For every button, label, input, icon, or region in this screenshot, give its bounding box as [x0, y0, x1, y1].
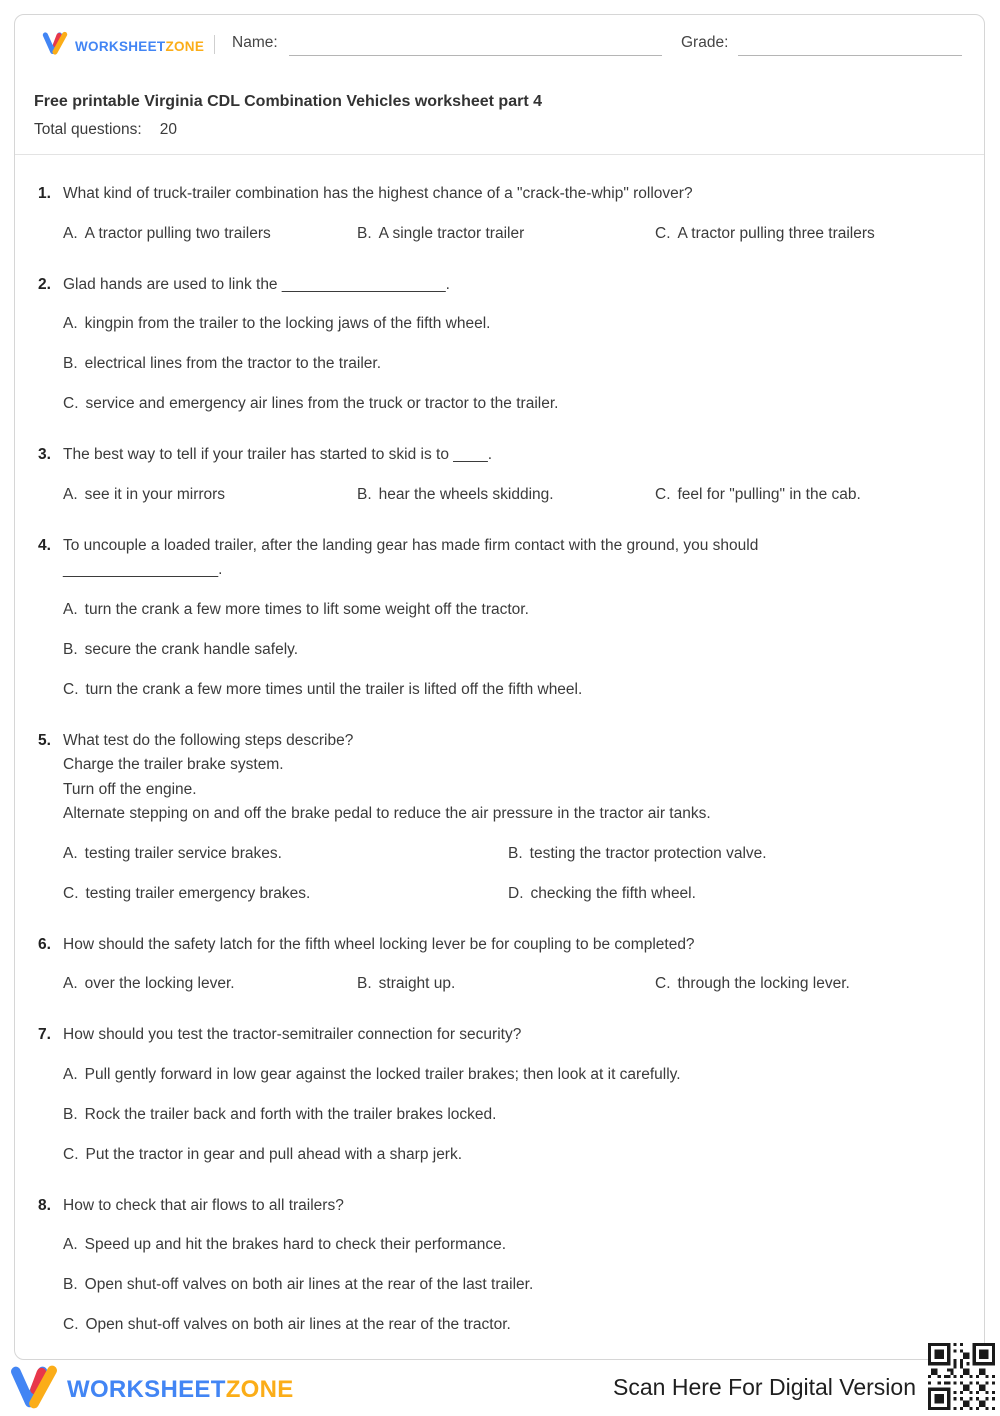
total-questions-label: Total questions:	[34, 121, 142, 138]
worksheet-card	[14, 14, 985, 1360]
option-label: A.	[63, 224, 78, 242]
option-label: C.	[63, 884, 79, 902]
footer-worksheetzone-logo	[8, 1364, 294, 1416]
option-label: A.	[63, 1065, 78, 1083]
option-text: service and emergency air lines from the truck or tractor to the trailer.	[85, 395, 559, 412]
option-label: D.	[508, 884, 524, 902]
option-text: through the locking lever.	[677, 975, 850, 992]
question-3	[38, 443, 954, 506]
card-header	[15, 15, 984, 75]
question-number: 4.	[38, 536, 51, 554]
questions	[15, 155, 984, 1336]
option-text: hear the wheels skidding.	[378, 485, 554, 503]
option-b	[508, 843, 954, 865]
option-text: testing trailer emergency brakes.	[85, 884, 311, 902]
option-a	[63, 223, 357, 245]
question-text-line: How should you test the tractor-semitrailer connection for security?	[63, 1026, 522, 1043]
option-c	[63, 1144, 954, 1166]
question-number: 6.	[38, 935, 51, 953]
option-label: C.	[655, 224, 671, 242]
option-a	[63, 1064, 954, 1086]
option-c	[63, 679, 954, 701]
option-text: turn the crank a few more times to lift some weight off the tractor.	[84, 600, 529, 618]
options	[63, 973, 954, 995]
options	[63, 1234, 954, 1336]
option-b	[357, 484, 655, 506]
options	[63, 484, 954, 506]
option-c	[63, 883, 508, 905]
question-number: 2.	[38, 275, 51, 293]
grade-label: Grade:	[681, 34, 729, 51]
question-text-line: __________________.	[63, 561, 223, 578]
option-text: turn the crank a few more times until the trailer is lifted off the fifth wheel.	[85, 680, 583, 698]
question-4	[38, 534, 954, 701]
option-text: Pull gently forward in low gear against the locked trailer brakes; then look at it carefully.	[84, 1065, 681, 1083]
question-text-line: How should the safety latch for the fifth wheel locking lever be for coupling to be completed?	[63, 935, 695, 953]
option-a	[63, 843, 508, 865]
question-body	[63, 729, 954, 905]
option-text: Speed up and hit the brakes hard to check their performance.	[84, 1236, 506, 1253]
question-body	[63, 1194, 954, 1337]
title-block	[15, 75, 984, 142]
question-body	[63, 273, 954, 416]
option-text: over the locking lever.	[84, 975, 235, 992]
option-text: A tractor pulling three trailers	[677, 224, 875, 242]
question-body	[63, 1023, 954, 1166]
question-text-line: Alternate stepping on and off the brake pedal to reduce the air pressure in the tractor air tanks.	[63, 805, 711, 822]
option-label: C.	[63, 680, 79, 698]
name-label: Name:	[232, 34, 278, 51]
option-b	[357, 223, 655, 245]
option-text: checking the fifth wheel.	[530, 884, 696, 902]
option-text: straight up.	[378, 975, 456, 992]
footer	[0, 1362, 1000, 1414]
option-c	[655, 973, 954, 995]
option-b	[63, 1104, 954, 1126]
question-6	[38, 933, 954, 996]
question-8	[38, 1194, 954, 1337]
page-title: Free printable Virginia CDL Combination Vehicles worksheet part 4	[34, 93, 542, 110]
worksheetzone-logo	[41, 31, 204, 61]
question-body	[63, 443, 954, 506]
question-body	[63, 182, 954, 245]
name-write-line	[289, 55, 662, 56]
qr-code	[928, 1343, 995, 1410]
option-label: B.	[357, 975, 372, 992]
scan-here-text: Scan Here For Digital Version	[613, 1374, 916, 1400]
question-text-line: Turn off the engine.	[63, 780, 197, 798]
option-a	[63, 973, 357, 995]
question-text-line: Charge the trailer brake system.	[63, 756, 284, 773]
option-label: C.	[63, 395, 79, 412]
footer-worksheetzone-logo-icon	[8, 1364, 60, 1416]
option-b	[63, 639, 954, 661]
question-body	[63, 534, 954, 701]
question-number: 8.	[38, 1196, 51, 1214]
option-label: A.	[63, 600, 78, 618]
option-label: B.	[357, 224, 372, 242]
option-label: B.	[63, 1105, 78, 1123]
option-text: kingpin from the trailer to the locking jaws of the fifth wheel.	[84, 315, 491, 332]
option-d	[508, 883, 954, 905]
options	[63, 223, 954, 245]
question-body	[63, 933, 954, 996]
option-a	[63, 484, 357, 506]
option-text: Put the tractor in gear and pull ahead with a sharp jerk.	[85, 1145, 463, 1163]
options	[63, 313, 954, 415]
option-b	[63, 1274, 954, 1296]
option-text: testing trailer service brakes.	[84, 844, 282, 862]
options	[63, 599, 954, 701]
question-text-line: To uncouple a loaded trailer, after the landing gear has made firm contact with the ground, you should	[63, 536, 759, 554]
option-text: Rock the trailer back and forth with the trailer brakes locked.	[84, 1105, 497, 1123]
option-label: A.	[63, 315, 78, 332]
question-text-line: What test do the following steps describe?	[63, 731, 354, 749]
question-number: 7.	[38, 1026, 51, 1043]
option-label: A.	[63, 844, 78, 862]
option-a	[63, 313, 954, 335]
options	[63, 1064, 954, 1166]
logo-text: WORKSHEETZONE	[75, 38, 205, 54]
option-label: A.	[63, 975, 78, 992]
option-a	[63, 599, 954, 621]
total-questions-value: 20	[159, 121, 177, 138]
option-label: C.	[655, 975, 671, 992]
option-c	[655, 484, 954, 506]
option-text: see it in your mirrors	[84, 485, 226, 503]
option-text: electrical lines from the tractor to the trailer.	[84, 355, 381, 372]
option-text: Open shut-off valves on both air lines at the rear of the tractor.	[85, 1316, 511, 1333]
option-label: B.	[357, 485, 372, 503]
option-b	[357, 973, 655, 995]
option-text: A single tractor trailer	[378, 224, 525, 242]
question-number: 3.	[38, 446, 51, 463]
question-5	[38, 729, 954, 905]
option-label: A.	[63, 485, 78, 503]
question-text-line: How to check that air flows to all trailers?	[63, 1196, 344, 1214]
option-text: Open shut-off valves on both air lines at the rear of the last trailer.	[84, 1276, 534, 1293]
footer-logo-text: WORKSHEETZONE	[67, 1376, 294, 1403]
question-text-line: The best way to tell if your trailer has started to skid is to ____.	[63, 446, 493, 463]
option-a	[63, 1234, 954, 1256]
option-label: B.	[63, 640, 78, 658]
options	[63, 843, 954, 905]
option-text: testing the tractor protection valve.	[529, 844, 767, 862]
option-label: C.	[63, 1316, 79, 1333]
option-b	[63, 353, 954, 375]
question-1	[38, 182, 954, 245]
option-label: C.	[655, 485, 671, 503]
option-label: B.	[508, 844, 523, 862]
option-text: feel for "pulling" in the cab.	[677, 485, 861, 503]
question-2	[38, 273, 954, 416]
option-label: A.	[63, 1236, 78, 1253]
question-text-line: Glad hands are used to link the ___________________.	[63, 275, 450, 293]
question-7	[38, 1023, 954, 1166]
option-c	[655, 223, 954, 245]
option-label: B.	[63, 1276, 78, 1293]
option-c	[63, 1314, 954, 1336]
header-vertical-divider	[214, 35, 215, 54]
option-text: secure the crank handle safely.	[84, 640, 299, 658]
option-label: C.	[63, 1145, 79, 1163]
option-c	[63, 393, 954, 415]
total-questions-row	[34, 118, 964, 142]
question-number: 1.	[38, 185, 51, 202]
worksheetzone-logo-icon	[41, 31, 69, 61]
question-text-line: What kind of truck-trailer combination has the highest chance of a "crack-the-whip" rollover?	[63, 185, 693, 202]
question-number: 5.	[38, 731, 51, 749]
grade-write-line	[738, 55, 962, 56]
option-text: A tractor pulling two trailers	[84, 224, 271, 242]
option-label: B.	[63, 355, 78, 372]
